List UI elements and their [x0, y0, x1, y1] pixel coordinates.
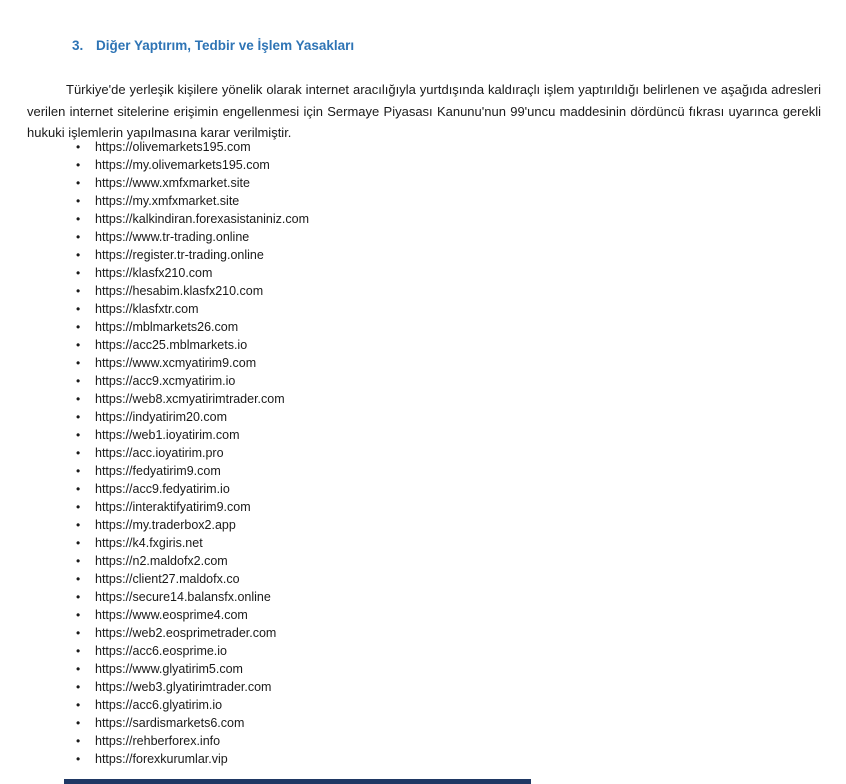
- url-text: https://web8.xcmyatirimtrader.com: [95, 392, 285, 406]
- url-text: https://rehberforex.info: [95, 734, 221, 748]
- url-text: https://client27.maldofx.co: [95, 572, 240, 586]
- bullet-icon: •: [76, 374, 81, 388]
- bullet-icon: •: [76, 320, 81, 334]
- bullet-icon: •: [76, 158, 81, 172]
- section-title: Diğer Yaptırım, Tedbir ve İşlem Yasakları: [96, 38, 355, 53]
- url-text: https://acc9.xcmyatirim.io: [95, 374, 236, 388]
- url-list: [76, 138, 309, 768]
- list-item: [76, 498, 309, 516]
- url-text: https://fedyatirim9.com: [95, 464, 221, 478]
- list-item: [76, 228, 309, 246]
- list-item: [76, 534, 309, 552]
- bullet-icon: •: [76, 554, 81, 568]
- list-item: [76, 660, 309, 678]
- list-item: [76, 696, 309, 714]
- list-item: [76, 174, 309, 192]
- url-text: https://acc25.mblmarkets.io: [95, 338, 248, 352]
- bullet-icon: •: [76, 500, 81, 514]
- bullet-icon: •: [76, 644, 81, 658]
- list-item: [76, 336, 309, 354]
- bullet-icon: •: [76, 752, 81, 766]
- url-text: https://www.eosprime4.com: [95, 608, 248, 622]
- list-item: [76, 426, 309, 444]
- url-text: https://my.traderbox2.app: [95, 518, 236, 532]
- bullet-icon: •: [76, 284, 81, 298]
- url-text: https://olivemarkets195.com: [95, 140, 251, 154]
- bullet-icon: •: [76, 230, 81, 244]
- bullet-icon: •: [76, 140, 81, 154]
- list-item: [76, 606, 309, 624]
- url-text: https://interaktifyatirim9.com: [95, 500, 251, 514]
- list-item: [76, 156, 309, 174]
- url-text: https://www.xcmyatirim9.com: [95, 356, 257, 370]
- list-item: [76, 246, 309, 264]
- bullet-icon: •: [76, 518, 81, 532]
- url-text: https://hesabim.klasfx210.com: [95, 284, 264, 298]
- list-item: [76, 462, 309, 480]
- bullet-icon: •: [76, 410, 81, 424]
- list-item: [76, 516, 309, 534]
- bullet-icon: •: [76, 626, 81, 640]
- list-item: [76, 354, 309, 372]
- bullet-icon: •: [76, 734, 81, 748]
- url-text: https://mblmarkets26.com: [95, 320, 239, 334]
- bullet-icon: •: [76, 482, 81, 496]
- list-item: [76, 714, 309, 732]
- url-text: https://web3.glyatirimtrader.com: [95, 680, 272, 694]
- bullet-icon: •: [76, 446, 81, 460]
- url-text: https://k4.fxgiris.net: [95, 536, 203, 550]
- list-item: [76, 480, 309, 498]
- section-number: 3.: [72, 38, 84, 53]
- list-item: [76, 192, 309, 210]
- bullet-icon: •: [76, 428, 81, 442]
- bullet-icon: •: [76, 464, 81, 478]
- url-text: https://my.xmfxmarket.site: [95, 194, 240, 208]
- bullet-icon: •: [76, 356, 81, 370]
- bullet-icon: •: [76, 572, 81, 586]
- list-item: [76, 408, 309, 426]
- url-text: https://web1.ioyatirim.com: [95, 428, 240, 442]
- bullet-icon: •: [76, 302, 81, 316]
- bullet-icon: •: [76, 266, 81, 280]
- list-item: [76, 282, 309, 300]
- url-text: https://register.tr-trading.online: [95, 248, 264, 262]
- bullet-icon: •: [76, 392, 81, 406]
- list-item: [76, 300, 309, 318]
- list-item: [76, 678, 309, 696]
- list-item: [76, 570, 309, 588]
- list-item: [76, 624, 309, 642]
- url-text: https://klasfx210.com: [95, 266, 213, 280]
- list-item: [76, 318, 309, 336]
- url-text: https://forexkurumlar.vip: [95, 752, 228, 766]
- list-item: [76, 552, 309, 570]
- intro-paragraph: Türkiye'de yerleşik kişilere yönelik olarak internet aracılığıyla yurtdışında kaldıraçlı işlem yaptırıldığı belirlenen ve aşağıda adresleri verilen internet sitelerine erişimin engellenmesi için Sermaye Piyasası Kanunu'nun 99'uncu maddesinin dördüncü fıkrası uyarınca gerekli hukuki işlemlerin yapılmasına karar verilmiştir.: [27, 82, 821, 140]
- url-text: https://my.olivemarkets195.com: [95, 158, 270, 172]
- bullet-icon: •: [76, 716, 81, 730]
- url-text: https://acc6.eosprime.io: [95, 644, 228, 658]
- bullet-icon: •: [76, 608, 81, 622]
- url-text: https://www.tr-trading.online: [95, 230, 250, 244]
- url-text: https://sardismarkets6.com: [95, 716, 245, 730]
- bullet-icon: •: [76, 194, 81, 208]
- bullet-icon: •: [76, 698, 81, 712]
- bullet-icon: •: [76, 338, 81, 352]
- url-text: https://www.xmfxmarket.site: [95, 176, 250, 190]
- url-text: https://secure14.balansfx.online: [95, 590, 271, 604]
- url-text: https://indyatirim20.com: [95, 410, 227, 424]
- list-item: [76, 444, 309, 462]
- bullet-icon: •: [76, 212, 81, 226]
- list-item: [76, 138, 309, 156]
- next-table-top-edge: [64, 779, 531, 784]
- section-heading: [72, 38, 354, 53]
- bullet-icon: •: [76, 662, 81, 676]
- list-item: [76, 588, 309, 606]
- url-text: https://acc.ioyatirim.pro: [95, 446, 224, 460]
- bullet-icon: •: [76, 536, 81, 550]
- bullet-icon: •: [76, 248, 81, 262]
- list-item: [76, 642, 309, 660]
- url-text: https://kalkindiran.forexasistaniniz.com: [95, 212, 309, 226]
- bullet-icon: •: [76, 590, 81, 604]
- list-item: [76, 372, 309, 390]
- url-text: https://www.glyatirim5.com: [95, 662, 243, 676]
- list-item: [76, 390, 309, 408]
- url-text: https://acc9.fedyatirim.io: [95, 482, 230, 496]
- list-item: [76, 210, 309, 228]
- url-text: https://acc6.glyatirim.io: [95, 698, 223, 712]
- bullet-icon: •: [76, 176, 81, 190]
- url-text: https://web2.eosprimetrader.com: [95, 626, 277, 640]
- url-text: https://klasfxtr.com: [95, 302, 199, 316]
- list-item: [76, 732, 309, 750]
- list-item: [76, 264, 309, 282]
- url-text: https://n2.maldofx2.com: [95, 554, 228, 568]
- list-item: [76, 750, 309, 768]
- bullet-icon: •: [76, 680, 81, 694]
